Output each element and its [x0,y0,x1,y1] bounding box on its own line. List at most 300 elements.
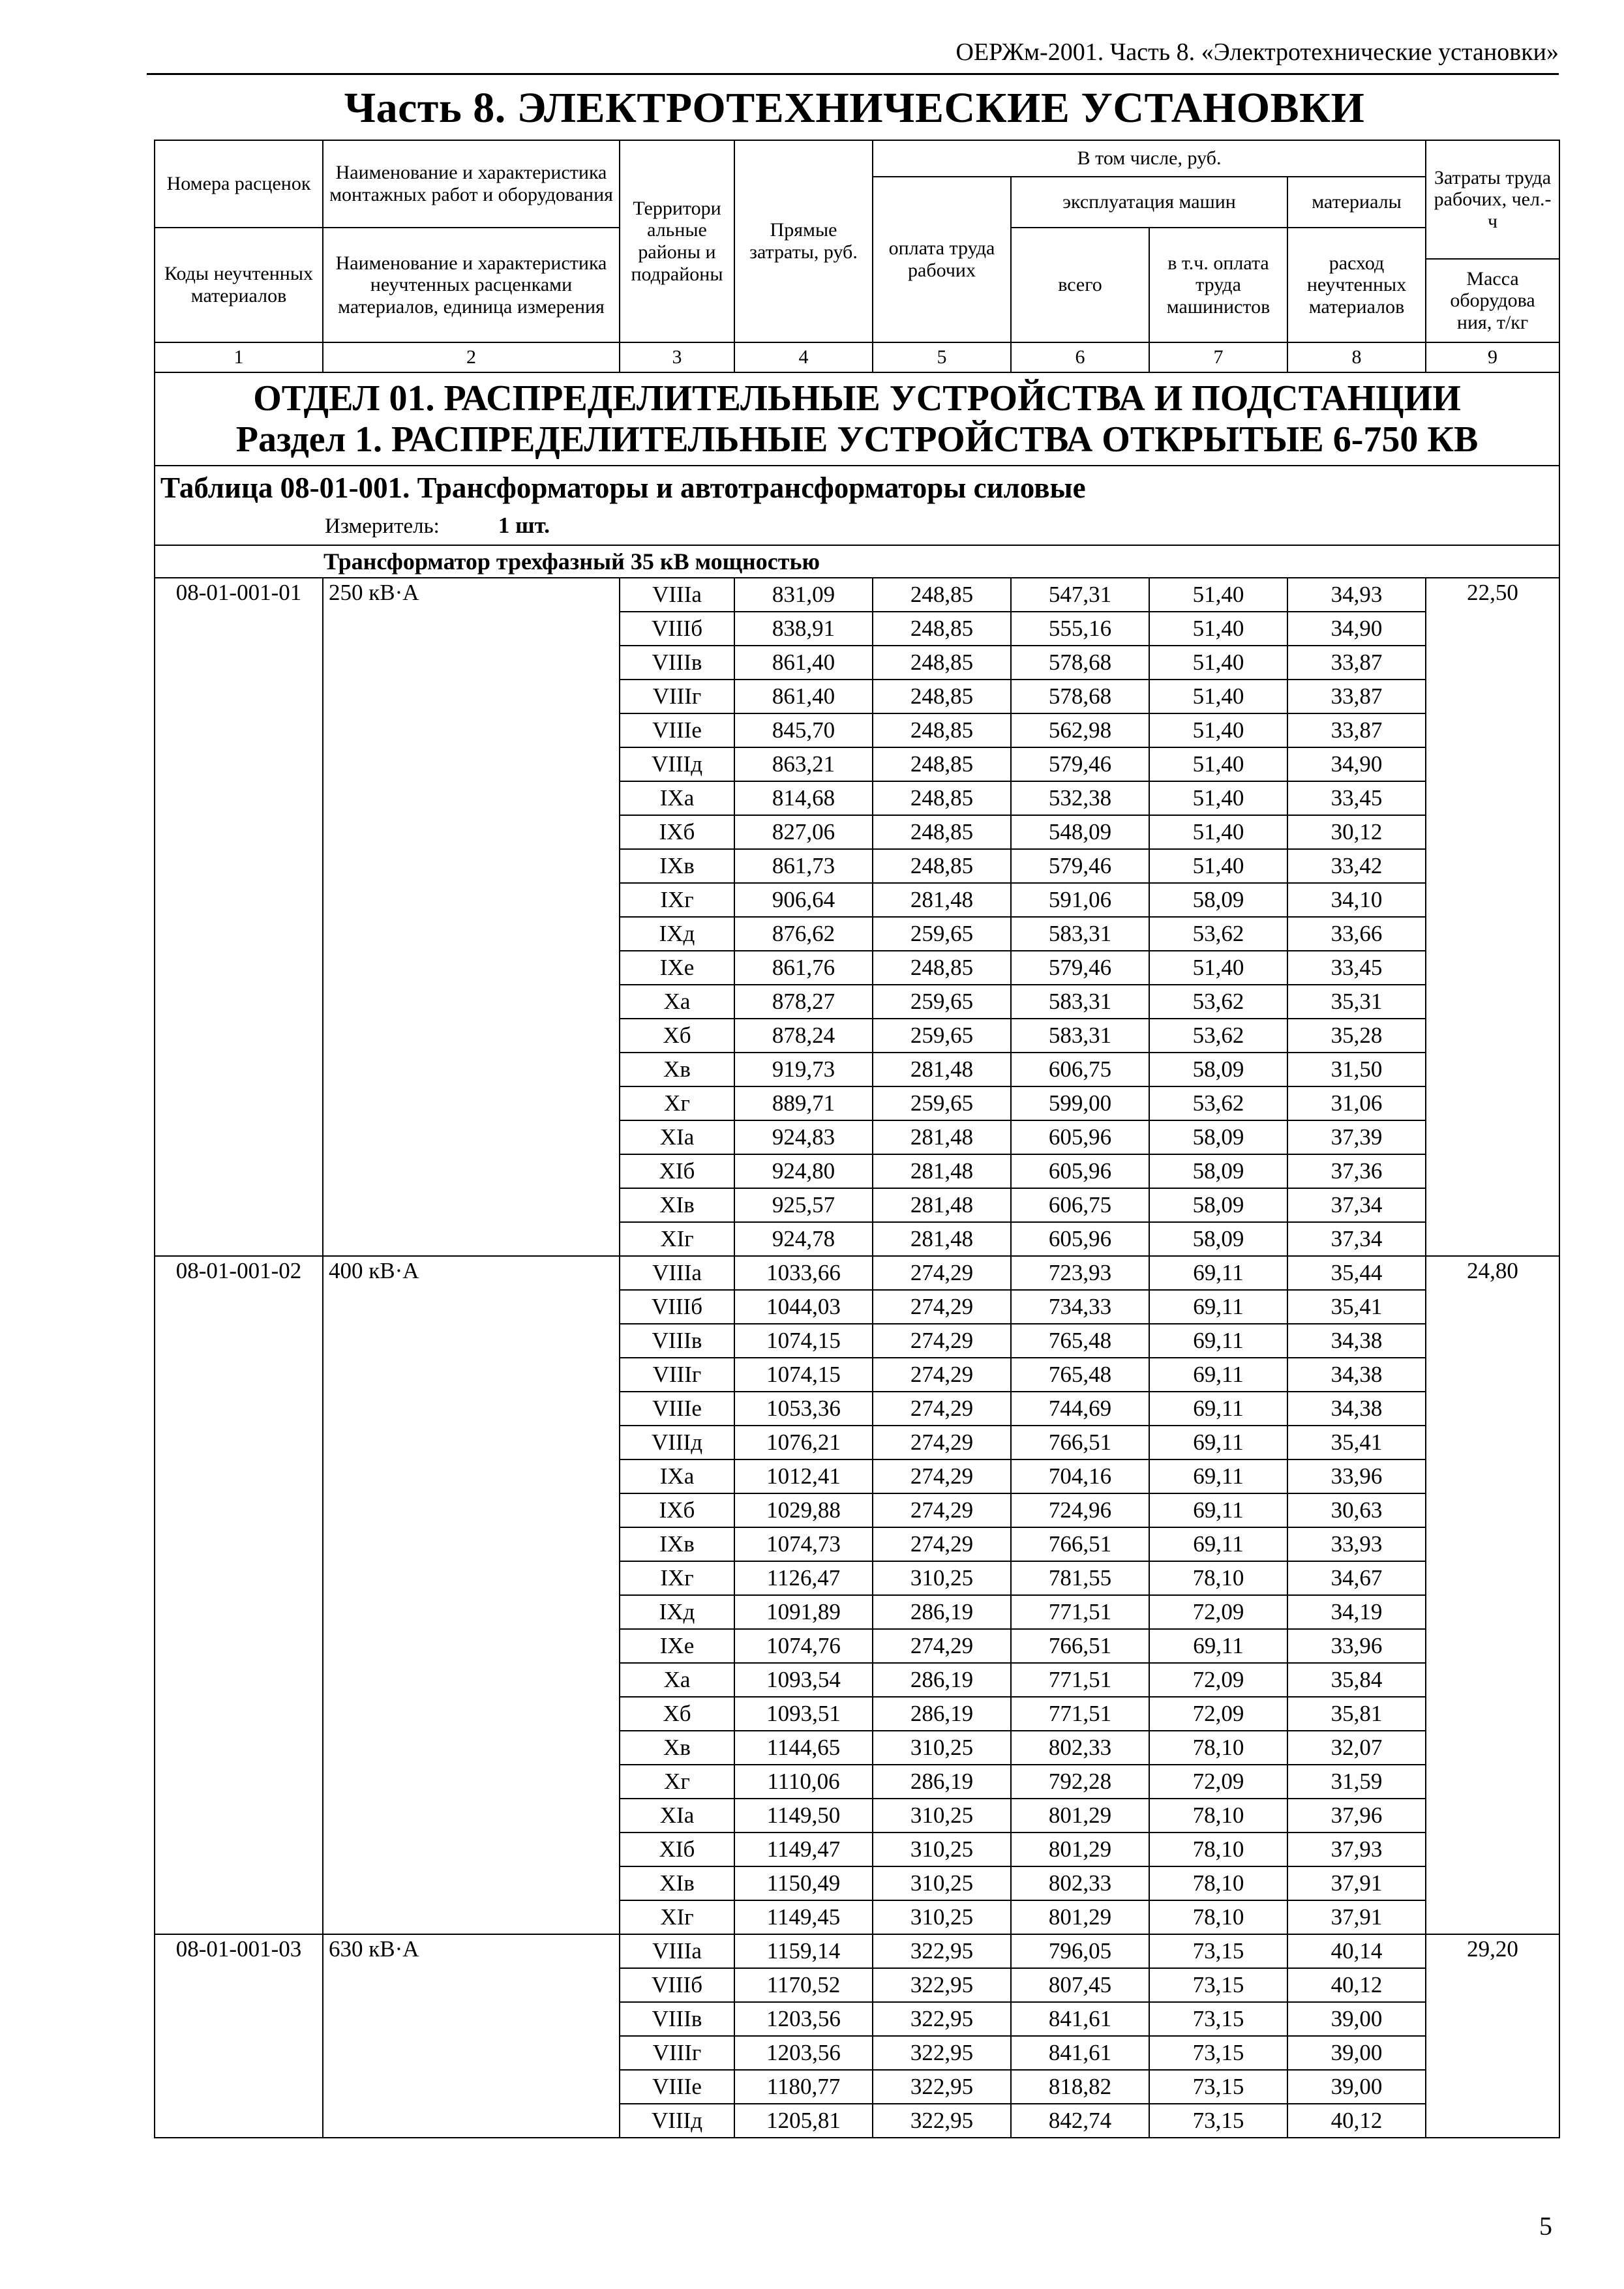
materials-cell: 37,91 [1287,1866,1426,1900]
operators-pay-cell: 51,40 [1149,781,1287,815]
operators-pay-cell: 51,40 [1149,815,1287,849]
col-number: 5 [873,342,1011,372]
labor-cost: 24,80 [1426,1256,1559,1934]
col-labor-pay: оплата труда рабочих [873,177,1011,342]
machine-total-cell: 532,38 [1011,781,1149,815]
operators-pay-cell: 51,40 [1149,713,1287,747]
direct-costs-cell: 861,73 [734,849,873,883]
labor-pay-cell: 286,19 [873,1765,1011,1799]
labor-pay-cell: 281,48 [873,1120,1011,1154]
machine-total-cell: 578,68 [1011,680,1149,713]
col-number: 9 [1426,342,1559,372]
labor-pay-cell: 281,48 [873,1222,1011,1256]
territory-cell: XIа [620,1799,734,1833]
materials-cell: 35,41 [1287,1426,1426,1459]
materials-cell: 35,28 [1287,1019,1426,1053]
operators-pay-cell: 58,09 [1149,1154,1287,1188]
subheading: Трансформатор трехфазный 35 кВ мощностью [155,545,1559,578]
materials-cell: 40,12 [1287,1968,1426,2002]
machine-total-cell: 579,46 [1011,951,1149,985]
labor-pay-cell: 259,65 [873,1019,1011,1053]
machine-total-cell: 801,29 [1011,1900,1149,1934]
operators-pay-cell: 58,09 [1149,1120,1287,1154]
operators-pay-cell: 72,09 [1149,1697,1287,1731]
machine-total-cell: 807,45 [1011,1968,1149,2002]
labor-pay-cell: 310,25 [873,1833,1011,1866]
materials-cell: 35,81 [1287,1697,1426,1731]
rate-name: 630 кВ·А [323,1934,620,2138]
machine-total-cell: 579,46 [1011,849,1149,883]
col-number: 2 [323,342,620,372]
labor-pay-cell: 274,29 [873,1527,1011,1561]
machine-total-cell: 781,55 [1011,1561,1149,1595]
materials-cell: 37,34 [1287,1222,1426,1256]
labor-pay-cell: 274,29 [873,1358,1011,1392]
territory-cell: IXг [620,883,734,917]
rate-name: 250 кВ·А [323,578,620,1256]
operators-pay-cell: 69,11 [1149,1358,1287,1392]
machine-total-cell: 766,51 [1011,1527,1149,1561]
materials-cell: 33,45 [1287,781,1426,815]
col-number: 6 [1011,342,1149,372]
department-title: ОТДЕЛ 01. РАСПРЕДЕЛИТЕЛЬНЫЕ УСТРОЙСТВА И ПОДСТАНЦИИ [253,378,1461,419]
materials-cell: 33,93 [1287,1527,1426,1561]
machine-total-cell: 724,96 [1011,1493,1149,1527]
direct-costs-cell: 861,76 [734,951,873,985]
operators-pay-cell: 53,62 [1149,985,1287,1019]
machine-total-cell: 771,51 [1011,1697,1149,1731]
direct-costs-cell: 924,80 [734,1154,873,1188]
materials-cell: 37,91 [1287,1900,1426,1934]
machine-total-cell: 547,31 [1011,578,1149,612]
machine-total-cell: 792,28 [1011,1765,1149,1799]
direct-costs-cell: 1144,65 [734,1731,873,1765]
labor-pay-cell: 274,29 [873,1459,1011,1493]
machine-total-cell: 818,82 [1011,2070,1149,2104]
territory-cell: IXв [620,849,734,883]
direct-costs-cell: 861,40 [734,680,873,713]
labor-pay-cell: 286,19 [873,1663,1011,1697]
operators-pay-cell: 73,15 [1149,2070,1287,2104]
materials-cell: 35,44 [1287,1256,1426,1290]
direct-costs-cell: 925,57 [734,1188,873,1222]
machine-total-cell: 734,33 [1011,1290,1149,1324]
table-row [155,1256,1559,1290]
operators-pay-cell: 51,40 [1149,680,1287,713]
materials-cell: 35,84 [1287,1663,1426,1697]
col-number: 1 [155,342,323,372]
labor-pay-cell: 248,85 [873,951,1011,985]
territory-cell: VIIIе [620,2070,734,2104]
territory-cell: IXа [620,1459,734,1493]
materials-cell: 34,90 [1287,612,1426,646]
col-number: 3 [620,342,734,372]
labor-pay-cell: 274,29 [873,1629,1011,1663]
labor-pay-cell: 274,29 [873,1392,1011,1426]
territory-cell: VIIIг [620,2036,734,2070]
territory-cell: Xа [620,1663,734,1697]
direct-costs-cell: 1093,51 [734,1697,873,1731]
materials-cell: 32,07 [1287,1731,1426,1765]
machine-total-cell: 548,09 [1011,815,1149,849]
territory-cell: VIIIд [620,1426,734,1459]
labor-pay-cell: 286,19 [873,1697,1011,1731]
machine-total-cell: 583,31 [1011,917,1149,951]
machine-total-cell: 766,51 [1011,1426,1149,1459]
machine-total-cell: 555,16 [1011,612,1149,646]
operators-pay-cell: 51,40 [1149,747,1287,781]
machine-total-cell: 723,93 [1011,1256,1149,1290]
labor-pay-cell: 248,85 [873,646,1011,680]
direct-costs-cell: 1074,73 [734,1527,873,1561]
direct-costs-cell: 861,40 [734,646,873,680]
labor-pay-cell: 322,95 [873,1968,1011,2002]
operators-pay-cell: 53,62 [1149,917,1287,951]
territory-cell: Xб [620,1019,734,1053]
labor-pay-cell: 248,85 [873,849,1011,883]
materials-cell: 30,63 [1287,1493,1426,1527]
running-header: ОЕРЖм-2001. Часть 8. «Электротехнические установки» [955,38,1559,66]
territory-cell: Xа [620,985,734,1019]
labor-pay-cell: 322,95 [873,1934,1011,1968]
direct-costs-cell: 838,91 [734,612,873,646]
territory-cell: XIг [620,1222,734,1256]
labor-pay-cell: 274,29 [873,1493,1011,1527]
territory-cell: VIIIд [620,747,734,781]
direct-costs-cell: 1074,76 [734,1629,873,1663]
section-heading [155,372,1559,466]
direct-costs-cell: 1074,15 [734,1324,873,1358]
rate-code: 08-01-001-01 [155,578,323,1256]
table-row [155,1934,1559,1968]
direct-costs-cell: 827,06 [734,815,873,849]
materials-cell: 37,36 [1287,1154,1426,1188]
operators-pay-cell: 51,40 [1149,612,1287,646]
territory-cell: VIIIг [620,680,734,713]
operators-pay-cell: 51,40 [1149,578,1287,612]
territory-cell: VIIIе [620,1392,734,1426]
rate-code: 08-01-001-02 [155,1256,323,1934]
direct-costs-cell: 924,78 [734,1222,873,1256]
direct-costs-cell: 814,68 [734,781,873,815]
labor-pay-cell: 274,29 [873,1324,1011,1358]
materials-cell: 34,19 [1287,1595,1426,1629]
materials-cell: 34,67 [1287,1561,1426,1595]
labor-pay-cell: 274,29 [873,1290,1011,1324]
labor-pay-cell: 248,85 [873,815,1011,849]
direct-costs-cell: 1203,56 [734,2036,873,2070]
col-incl-rub: В том числе, руб. [873,140,1426,177]
machine-total-cell: 704,16 [1011,1459,1149,1493]
machine-total-cell: 591,06 [1011,883,1149,917]
operators-pay-cell: 69,11 [1149,1392,1287,1426]
machine-total-cell: 605,96 [1011,1154,1149,1188]
operators-pay-cell: 69,11 [1149,1629,1287,1663]
materials-cell: 39,00 [1287,2002,1426,2036]
territory-cell: XIб [620,1154,734,1188]
labor-pay-cell: 248,85 [873,612,1011,646]
operators-pay-cell: 73,15 [1149,1968,1287,2002]
operators-pay-cell: 51,40 [1149,849,1287,883]
labor-pay-cell: 281,48 [873,1053,1011,1086]
labor-pay-cell: 274,29 [873,1426,1011,1459]
labor-pay-cell: 274,29 [873,1256,1011,1290]
territory-cell: VIIIб [620,1968,734,2002]
labor-pay-cell: 259,65 [873,1086,1011,1120]
machine-total-cell: 583,31 [1011,1019,1149,1053]
machine-total-cell: 579,46 [1011,747,1149,781]
table-title-block [155,466,1559,545]
direct-costs-cell: 845,70 [734,713,873,747]
col-number: 4 [734,342,873,372]
direct-costs-cell: 1033,66 [734,1256,873,1290]
labor-pay-cell: 248,85 [873,781,1011,815]
machine-total-cell: 605,96 [1011,1120,1149,1154]
territory-cell: IXб [620,815,734,849]
operators-pay-cell: 69,11 [1149,1459,1287,1493]
materials-cell: 34,38 [1287,1324,1426,1358]
labor-pay-cell: 248,85 [873,713,1011,747]
materials-cell: 33,66 [1287,917,1426,951]
col-machine-ops: эксплуатация машин [1011,177,1287,228]
operators-pay-cell: 53,62 [1149,1086,1287,1120]
col-material-codes: Коды неучтенных материалов [155,228,323,342]
col-number: 8 [1287,342,1426,372]
materials-cell: 34,90 [1287,747,1426,781]
direct-costs-cell: 1159,14 [734,1934,873,1968]
materials-cell: 37,34 [1287,1188,1426,1222]
machine-total-cell: 583,31 [1011,985,1149,1019]
direct-costs-cell: 1093,54 [734,1663,873,1697]
operators-pay-cell: 73,15 [1149,2002,1287,2036]
materials-cell: 30,12 [1287,815,1426,849]
col-name-top: Наименование и характеристика монтажных работ и оборудования [323,140,620,228]
operators-pay-cell: 72,09 [1149,1663,1287,1697]
machine-total-cell: 606,75 [1011,1188,1149,1222]
machine-total-cell: 802,33 [1011,1866,1149,1900]
operators-pay-cell: 51,40 [1149,951,1287,985]
operators-pay-cell: 72,09 [1149,1765,1287,1799]
labor-pay-cell: 322,95 [873,2036,1011,2070]
labor-pay-cell: 281,48 [873,1188,1011,1222]
labor-pay-cell: 310,25 [873,1799,1011,1833]
direct-costs-cell: 919,73 [734,1053,873,1086]
machine-total-cell: 771,51 [1011,1663,1149,1697]
direct-costs-cell: 1074,15 [734,1358,873,1392]
machine-total-cell: 801,29 [1011,1799,1149,1833]
labor-pay-cell: 248,85 [873,578,1011,612]
territory-cell: XIг [620,1900,734,1934]
territory-cell: VIIIг [620,1358,734,1392]
materials-cell: 33,87 [1287,646,1426,680]
operators-pay-cell: 69,11 [1149,1426,1287,1459]
materials-cell: 35,41 [1287,1290,1426,1324]
operators-pay-cell: 69,11 [1149,1290,1287,1324]
labor-pay-cell: 322,95 [873,2002,1011,2036]
machine-total-cell: 606,75 [1011,1053,1149,1086]
operators-pay-cell: 58,09 [1149,1222,1287,1256]
direct-costs-cell: 1044,03 [734,1290,873,1324]
machine-total-cell: 765,48 [1011,1324,1149,1358]
materials-cell: 39,00 [1287,2070,1426,2104]
direct-costs-cell: 1053,36 [734,1392,873,1426]
header-rule [147,73,1559,75]
materials-cell: 40,14 [1287,1934,1426,1968]
labor-pay-cell: 248,85 [873,680,1011,713]
operators-pay-cell: 78,10 [1149,1900,1287,1934]
operators-pay-cell: 78,10 [1149,1833,1287,1866]
territory-cell: IXг [620,1561,734,1595]
machine-total-cell: 802,33 [1011,1731,1149,1765]
direct-costs-cell: 906,64 [734,883,873,917]
labor-cost: 22,50 [1426,578,1559,1256]
materials-cell: 33,87 [1287,713,1426,747]
operators-pay-cell: 72,09 [1149,1595,1287,1629]
materials-cell: 34,38 [1287,1358,1426,1392]
materials-cell: 31,06 [1287,1086,1426,1120]
territory-cell: XIв [620,1188,734,1222]
territory-cell: Xг [620,1086,734,1120]
page-number: 5 [1539,2211,1552,2241]
table-row [155,578,1559,612]
machine-total-cell: 841,61 [1011,2002,1149,2036]
machine-total-cell: 605,96 [1011,1222,1149,1256]
territory-cell: Xв [620,1731,734,1765]
operators-pay-cell: 69,11 [1149,1324,1287,1358]
territory-cell: IXе [620,951,734,985]
labor-pay-cell: 248,85 [873,747,1011,781]
territory-cell: VIIIв [620,2002,734,2036]
territory-cell: IXб [620,1493,734,1527]
meter-label: Измеритель: [325,515,440,539]
operators-pay-cell: 69,11 [1149,1256,1287,1290]
direct-costs-cell: 1012,41 [734,1459,873,1493]
labor-pay-cell: 310,25 [873,1866,1011,1900]
operators-pay-cell: 69,11 [1149,1493,1287,1527]
materials-cell: 39,00 [1287,2036,1426,2070]
territory-cell: IXе [620,1629,734,1663]
operators-pay-cell: 58,09 [1149,1053,1287,1086]
direct-costs-cell: 878,24 [734,1019,873,1053]
operators-pay-cell: 69,11 [1149,1527,1287,1561]
materials-cell: 37,93 [1287,1833,1426,1866]
rate-name: 400 кВ·А [323,1256,620,1934]
direct-costs-cell: 1149,50 [734,1799,873,1833]
direct-costs-cell: 831,09 [734,578,873,612]
territory-cell: VIIIб [620,612,734,646]
col-name-bottom: Наименование и характеристика неучтенных расценками материалов, единица измерения [323,228,620,342]
direct-costs-cell: 863,21 [734,747,873,781]
machine-total-cell: 841,61 [1011,2036,1149,2070]
territory-cell: Xб [620,1697,734,1731]
col-material-use: расход неучтенных материалов [1287,228,1426,342]
direct-costs-cell: 1205,81 [734,2104,873,2138]
col-total: всего [1011,228,1149,342]
direct-costs-cell: 1149,47 [734,1833,873,1866]
operators-pay-cell: 78,10 [1149,1799,1287,1833]
territory-cell: VIIIд [620,2104,734,2138]
col-number: 7 [1149,342,1287,372]
direct-costs-cell: 878,27 [734,985,873,1019]
col-materials: материалы [1287,177,1426,228]
materials-cell: 40,12 [1287,2104,1426,2138]
direct-costs-cell: 1203,56 [734,2002,873,2036]
labor-cost: 29,20 [1426,1934,1559,2138]
materials-cell: 35,31 [1287,985,1426,1019]
rate-code: 08-01-001-03 [155,1934,323,2138]
data-body [155,578,1559,2138]
labor-pay-cell: 281,48 [873,883,1011,917]
materials-cell: 37,39 [1287,1120,1426,1154]
col-territorial: Территори альные районы и подрайоны [620,140,734,342]
direct-costs-cell: 1149,45 [734,1900,873,1934]
materials-cell: 33,96 [1287,1629,1426,1663]
operators-pay-cell: 78,10 [1149,1731,1287,1765]
materials-cell: 37,96 [1287,1799,1426,1833]
territory-cell: IXв [620,1527,734,1561]
machine-total-cell: 796,05 [1011,1934,1149,1968]
operators-pay-cell: 53,62 [1149,1019,1287,1053]
operators-pay-cell: 58,09 [1149,883,1287,917]
materials-cell: 33,42 [1287,849,1426,883]
materials-cell: 33,96 [1287,1459,1426,1493]
territory-cell: VIIIа [620,1256,734,1290]
territory-cell: XIв [620,1866,734,1900]
operators-pay-cell: 78,10 [1149,1561,1287,1595]
col-mass: Масса оборудова ния, т/кг [1426,259,1559,342]
direct-costs-cell: 1170,52 [734,1968,873,2002]
direct-costs-cell: 876,62 [734,917,873,951]
territory-cell: VIIIв [620,1324,734,1358]
direct-costs-cell: 1110,06 [734,1765,873,1799]
operators-pay-cell: 73,15 [1149,2104,1287,2138]
direct-costs-cell: 1180,77 [734,2070,873,2104]
labor-pay-cell: 310,25 [873,1731,1011,1765]
direct-costs-cell: 924,83 [734,1120,873,1154]
col-labor-top: Затраты труда рабочих, чел.-ч [1426,140,1559,259]
meter-line [325,512,550,540]
labor-pay-cell: 281,48 [873,1154,1011,1188]
machine-total-cell: 599,00 [1011,1086,1149,1120]
materials-cell: 33,45 [1287,951,1426,985]
territory-cell: Xв [620,1053,734,1086]
machine-total-cell: 744,69 [1011,1392,1149,1426]
territory-cell: IXа [620,781,734,815]
territory-cell: VIIIа [620,1934,734,1968]
labor-pay-cell: 286,19 [873,1595,1011,1629]
materials-cell: 31,50 [1287,1053,1426,1086]
labor-pay-cell: 310,25 [873,1900,1011,1934]
materials-cell: 34,10 [1287,883,1426,917]
meter-value: 1 шт. [498,513,550,539]
direct-costs-cell: 1029,88 [734,1493,873,1527]
labor-pay-cell: 259,65 [873,985,1011,1019]
machine-total-cell: 801,29 [1011,1833,1149,1866]
direct-costs-cell: 889,71 [734,1086,873,1120]
direct-costs-cell: 1091,89 [734,1595,873,1629]
territory-cell: VIIIа [620,578,734,612]
territory-cell: IXд [620,917,734,951]
territory-cell: XIа [620,1120,734,1154]
territory-cell: VIIIб [620,1290,734,1324]
part-title: Часть 8. ЭЛЕКТРОТЕХНИЧЕСКИЕ УСТАНОВКИ [344,84,1365,132]
materials-cell: 31,59 [1287,1765,1426,1799]
labor-pay-cell: 310,25 [873,1561,1011,1595]
col-incl-operators: в т.ч. оплата труда машинистов [1149,228,1287,342]
machine-total-cell: 842,74 [1011,2104,1149,2138]
section-title: Раздел 1. РАСПРЕДЕЛИТЕЛЬНЫЕ УСТРОЙСТВА ОТКРЫТЫЕ 6-750 КВ [235,419,1479,460]
machine-total-cell: 578,68 [1011,646,1149,680]
